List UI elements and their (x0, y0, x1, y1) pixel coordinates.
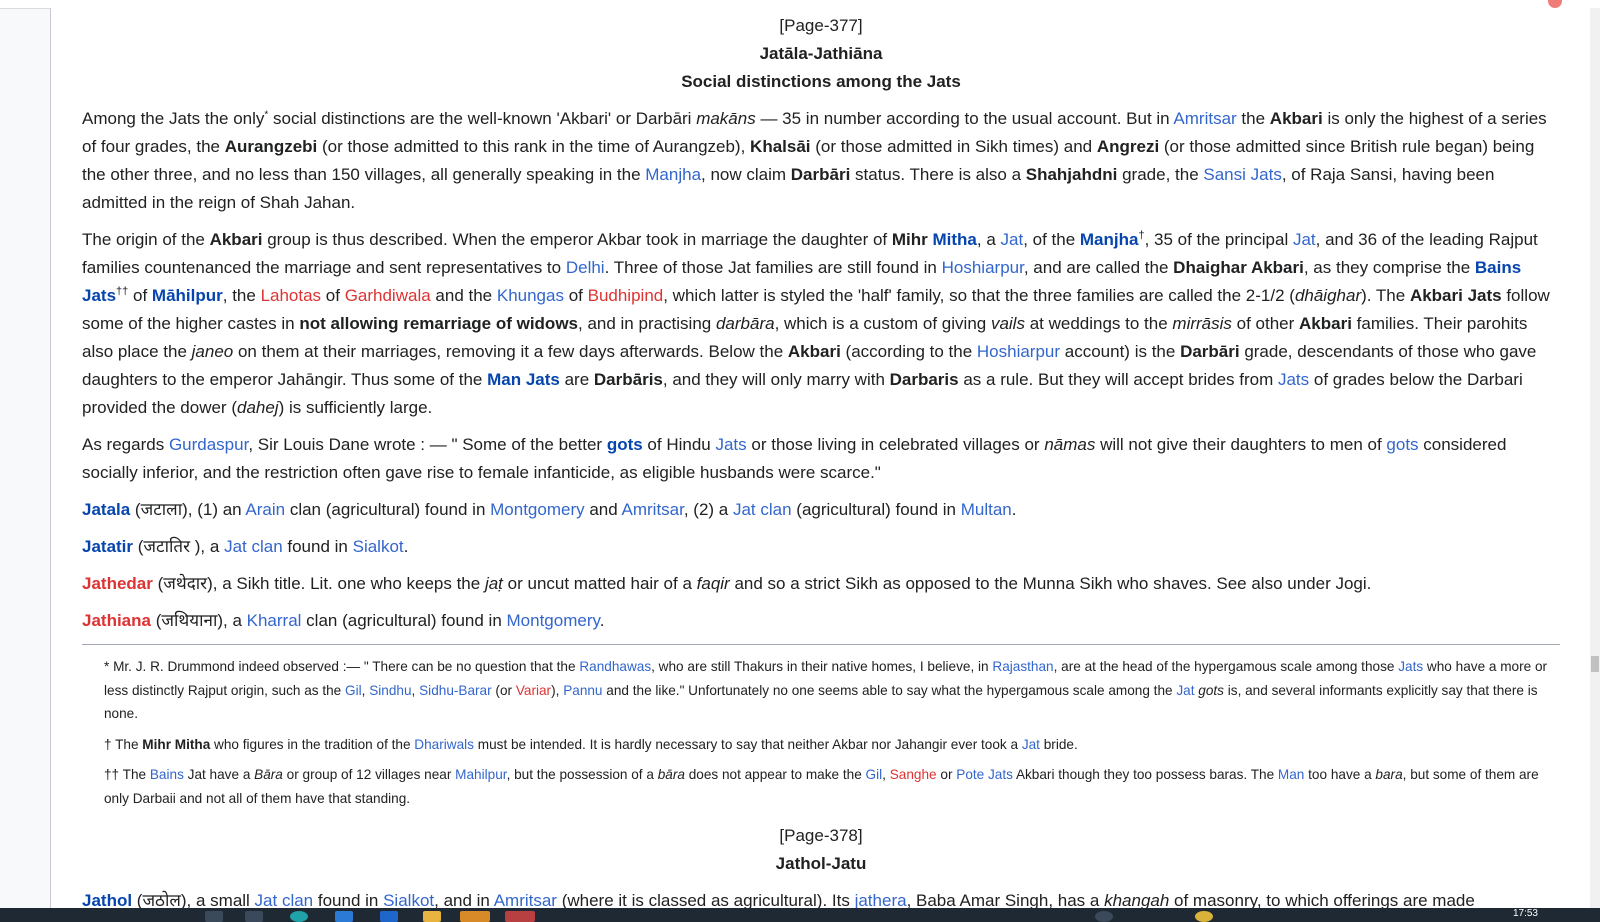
footnote-divider (82, 644, 1560, 645)
link-man-jats[interactable]: Man Jats (487, 370, 560, 389)
tray-icon[interactable] (1195, 911, 1213, 922)
link-mitha[interactable]: Mitha (932, 230, 977, 249)
link-fn-jat[interactable]: Jat (1176, 682, 1195, 698)
link-sindhu[interactable]: Sindhu (369, 682, 412, 698)
article-body (82, 12, 1560, 908)
link-sansi-jats[interactable]: Sansi Jats (1203, 165, 1282, 184)
entry-jathol: Jathol (जठोल), a small Jat clan found in Sialkot, and in Amritsar (where it is classed as agricultural). Its jathera, Baba Amar Singh, has a khangah of masonry, to which offerings are made (82, 891, 1475, 908)
link-delhi[interactable]: Delhi (565, 258, 605, 277)
mail-icon[interactable] (380, 911, 398, 922)
chrome-icon[interactable] (505, 911, 535, 922)
link-sialkot[interactable]: Sialkot (352, 537, 404, 556)
footnote-double-dagger: †† The Bains Jat have a Bāra or group of 12 villages near Mahilpur, but the possession of a bāra does not appear to make the Gil, Sanghe or Pote Jats Akbari though they too possess baras. The Man too have a bara, but some of them are only Darbaii and not all of them have that standing. (104, 767, 1539, 806)
link-jat-2[interactable]: Jat (1292, 230, 1316, 249)
link-bains[interactable]: Bains (149, 767, 184, 782)
entry-jatala: Jatala (जटाला), (1) an Arain clan (agricultural) found in Montgomery and Amritsar, (2) a Jat clan (agricultural) found in Multan. (82, 500, 1017, 519)
link-montgomery[interactable]: Montgomery (490, 500, 585, 519)
page-marker: [Page-377] (779, 16, 863, 35)
link-fn3-gil[interactable]: Gil (865, 767, 883, 782)
link-sidhu-barar[interactable]: Sidhu-Barar (419, 682, 492, 698)
link-jat[interactable]: Jat (1000, 230, 1024, 249)
link-arain[interactable]: Arain (245, 500, 286, 519)
link-man[interactable]: Man (1277, 767, 1305, 782)
entry-title-jathol[interactable]: Jathol (82, 891, 133, 908)
link-jat-clan-2[interactable]: Jat clan (224, 537, 283, 556)
entry-title-jatatir[interactable]: Jatatir (82, 537, 134, 556)
subsection-heading: Social distinctions among the Jats (681, 72, 961, 91)
entry-jatatir: Jatatir (जटातिर ), a Jat clan found in Sialkot. (82, 537, 409, 556)
link-jat-clan-3[interactable]: Jat clan (254, 891, 314, 908)
link-kharral[interactable]: Kharral (246, 611, 302, 630)
edge-browser-icon[interactable] (290, 911, 308, 922)
link-jats-2[interactable]: Jats (715, 435, 747, 454)
page-content (50, 8, 1591, 908)
link-khungas[interactable]: Khungas (496, 286, 564, 305)
link-pannu[interactable]: Pannu (563, 682, 603, 698)
link-hoshiarpur-2[interactable]: Hoshiarpur (976, 342, 1061, 361)
link-garhdiwala[interactable]: Garhdiwala (344, 286, 431, 305)
link-amritsar-2[interactable]: Amritsar (621, 500, 684, 519)
link-fn2-jat[interactable]: Jat (1021, 736, 1040, 752)
entry-title-jathiana[interactable]: Jathiana (82, 611, 151, 630)
link-multan[interactable]: Multan (960, 500, 1012, 519)
link-amritsar-3[interactable]: Amritsar (493, 891, 557, 908)
link-hoshiarpur[interactable]: Hoshiarpur (941, 258, 1024, 277)
search-icon[interactable] (205, 911, 223, 922)
entry-title-jathedar[interactable]: Jathedar (82, 574, 153, 593)
link-fn3-mahilpur[interactable]: Mahilpur (455, 767, 507, 782)
network-icon[interactable] (1095, 911, 1113, 922)
scrollbar-thumb[interactable] (1591, 656, 1599, 672)
link-gots[interactable]: gots (606, 435, 643, 454)
file-explorer-icon[interactable] (423, 911, 441, 922)
link-pote-jats[interactable]: Pote Jats (956, 767, 1013, 782)
link-rajasthan[interactable]: Rajasthan (992, 659, 1054, 674)
entry-title-jatala[interactable]: Jatala (82, 500, 131, 519)
link-gil[interactable]: Gil (345, 682, 362, 698)
link-amritsar[interactable]: Amritsar (1173, 109, 1237, 128)
link-gots-2[interactable]: gots (1386, 435, 1419, 454)
footnote-dagger: † The Mihr Mitha who figures in the tradition of the Dhariwals must be intended. It is hardly necessary to say that neither Akbar nor Jahangir ever took a Jat bride. (104, 736, 1078, 752)
link-fn-jats[interactable]: Jats (1398, 659, 1424, 674)
link-manjha[interactable]: Manjha (645, 165, 702, 184)
link-dhariwals[interactable]: Dhariwals (414, 736, 474, 752)
taskbar-clock[interactable]: 17:53 (1512, 908, 1538, 919)
link-jat-clan[interactable]: Jat clan (732, 500, 792, 519)
link-jathera[interactable]: jathera (854, 891, 907, 908)
link-manjha-bold[interactable]: Manjha (1079, 230, 1139, 249)
section-heading-next: Jathol-Jatu (775, 854, 867, 873)
page-marker-next: [Page-378] (779, 826, 863, 845)
link-budhipind[interactable]: Budhipind (587, 286, 664, 305)
paragraph-social-distinctions: Among the Jats the only* social distinctions are the well-known 'Akbari' or Darbāri makāns — 35 in number according to the usual account. But in Amritsar the Akbari is only the highest of a series of four grades, the Aurangzebi (or those admitted to this rank in the time of Aurangzeb), Khalsāi (or those admitted in Sikh times) and Angrezi (or those admitted since British rule began) being the other three, and no less than 150 villages, all generally speaking in the Manjha, now claim Darbāri status. There is also a Shahjahdni grade, the Sansi Jats, of Raja Sansi, having been admitted in the reign of Shah Jahan. (82, 109, 1547, 212)
taskbar (0, 908, 1600, 922)
link-jats[interactable]: Jats (1277, 370, 1310, 389)
link-mahilpur[interactable]: Māhilpur (151, 286, 223, 305)
link-sanghe[interactable]: Sanghe (889, 767, 937, 782)
link-variar[interactable]: Variar (515, 682, 552, 698)
entry-jathiana: Jathiana (जथियाना), a Kharral clan (agricultural) found in Montgomery. (82, 611, 605, 630)
paragraph-akbari-origin: The origin of the Akbari group is thus described. When the emperor Akbar took in marriage the daughter of Mihr Mitha, a Jat, of the Manjha†, 35 of the principal Jat, and 36 of the leading Rajput families countenanced the marriage and sent representatives to Delhi. Three of those Jat families are still found in Hoshiarpur, and are called the Dhaighar Akbari, as they comprise the Bains Jats†† of Māhilpur, the Lahotas of Garhdiwala and the Khungas of Budhipind, which latter is styled the 'half' family, so that the three families are called the 2-1/2 (dhāighar). The Akbari Jats follow some of the higher castes in not allowing remarriage of widows, and in practising darbāra, which is a custom of giving vails at weddings to the mirrāsis of other Akbari families. Their parohits also place the janeo on them at their marriages, removing it a few days afterwards. Below the Akbari (according to the Hoshiarpur account) is the Darbāri grade, descendants of those who gave daughters to the emperor Jahāngir. Thus some of the Man Jats are Darbāris, and they will only marry with Darbaris as a rule. But they will accept brides from Jats of grades below the Darbari provided the dower (dahej) is sufficiently large. (82, 229, 1550, 417)
link-lahotas[interactable]: Lahotas (260, 286, 322, 305)
link-montgomery-2[interactable]: Montgomery (506, 611, 600, 630)
task-view-icon[interactable] (245, 911, 263, 922)
app-icon[interactable] (460, 911, 490, 922)
notification-dot (1548, 0, 1562, 8)
link-sialkot-2[interactable]: Sialkot (383, 891, 435, 908)
entry-jathedar: Jathedar (जथेदार), a Sikh title. Lit. one who keeps the jaṭ or uncut matted hair of a faqir and so a strict Sikh as opposed to the Munna Sikh who shaves. See also under Jogi. (82, 574, 1372, 593)
link-bains-jats[interactable]: Bains Jats (82, 258, 1522, 305)
link-randhawas[interactable]: Randhawas (579, 659, 652, 674)
store-icon[interactable] (335, 911, 353, 922)
paragraph-gurdaspur: As regards Gurdaspur, Sir Louis Dane wrote : — " Some of the better gots of Hindu Jats or those living in celebrated villages or nāmas will not give their daughters to men of gots considered socially inferior, and the restriction often gave rise to female infanticide, as eligible husbands were scarce." (82, 435, 1507, 482)
footnote-star: * Mr. J. R. Drummond indeed observed :— " There can be no question that the Randhawas, who are still Thakurs in their native homes, I believe, in Rajasthan, are at the head of the hypergamous scale among those Jats who have a more or less distinctly Rajput origin, such as the Gil, Sindhu, Sidhu-Barar (or Variar), Pannu and the like." Unfortunately no one seems able to say what the hypergamous scale among the Jat gots is, and several informants explicitly say that there is none. (104, 659, 1548, 721)
vertical-scrollbar[interactable] (1590, 8, 1600, 908)
link-gurdaspur[interactable]: Gurdaspur (168, 435, 249, 454)
section-heading: Jatāla-Jathiāna (759, 44, 883, 63)
